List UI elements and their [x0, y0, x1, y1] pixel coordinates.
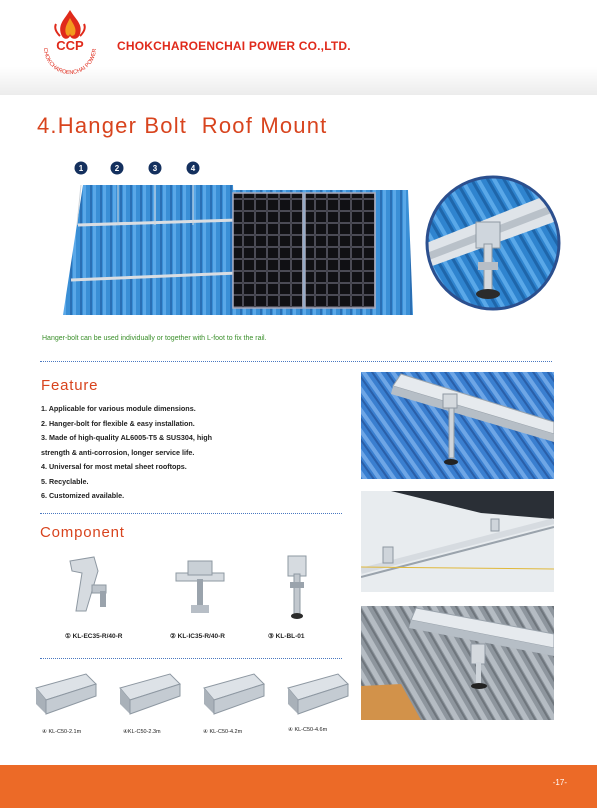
rail-install-photo-blue-roof — [361, 372, 554, 479]
rail-install-photo-grey-roof — [361, 606, 554, 720]
footer-bar — [0, 765, 597, 808]
feature-title: Feature — [41, 377, 99, 394]
divider-top — [40, 361, 552, 362]
rail-label-3: ④ KL-C50-4.2m — [203, 729, 243, 735]
callout-3 — [148, 161, 162, 175]
divider-component — [40, 658, 342, 659]
feature-item: strength & anti-corrosion, longer service life. — [41, 447, 195, 457]
feature-item: 2. Hanger-bolt for flexible & easy installation. — [41, 418, 195, 428]
feature-item: 5. Recyclable. — [41, 476, 89, 486]
logo-ring-text: CHOKCHAROENCHAI POWER — [41, 47, 99, 77]
hanger-bolt-part — [280, 552, 320, 622]
component-title: Component — [40, 524, 125, 541]
page-number: -17- — [552, 778, 567, 787]
callout-2 — [110, 161, 124, 175]
feature-item: 4. Universal for most metal sheet rooftops. — [41, 462, 187, 471]
part-label-mid-clamp: ② KL-IC35-R/40-R — [170, 633, 225, 640]
svg-text:2: 2 — [114, 164, 120, 173]
rail-part-4 — [282, 670, 352, 720]
roof-mount-illustration — [63, 175, 413, 325]
rail-label-2: ④KL-C50-2.3m — [123, 729, 161, 735]
logo-text: CCP — [56, 38, 84, 53]
caption: Hanger-bolt can be used individually or together with L-foot to fix the rail. — [42, 335, 267, 342]
feature-item: 3. Made of high-quality AL6005-T5 & SUS304, high — [41, 433, 213, 442]
rail-label-1: ④ KL-C50-2.1m — [42, 729, 82, 735]
callout-1 — [74, 161, 88, 175]
mid-clamp-part — [170, 555, 230, 617]
part-label-hanger-bolt: ③ KL-BL-01 — [268, 633, 305, 640]
svg-text:3: 3 — [152, 164, 158, 173]
part-label-end-clamp: ① KL-EC35-R/40-R — [65, 633, 123, 640]
rail-part-3 — [198, 670, 268, 720]
svg-text:1: 1 — [78, 164, 84, 173]
feature-list — [41, 402, 341, 504]
end-clamp-part — [62, 555, 122, 617]
rail-label-4: ④ KL-C50-4.6m — [288, 727, 328, 733]
feature-item: 6. Customized available. — [41, 491, 125, 500]
rail-install-photo-panels — [361, 491, 554, 592]
company-logo — [34, 6, 106, 82]
rail-part-2 — [114, 670, 184, 720]
callout-4 — [186, 161, 200, 175]
company-name: CHOKCHAROENCHAI POWER CO.,LTD. — [117, 39, 351, 53]
svg-text:4: 4 — [190, 164, 196, 173]
hanger-bolt-detail-photo — [424, 174, 562, 312]
rail-part-1 — [30, 670, 100, 720]
divider-feature — [40, 513, 342, 514]
page-title: 4.Hanger Bolt Roof Mount — [37, 113, 328, 138]
feature-item: 1. Applicable for various module dimensions. — [41, 404, 196, 413]
